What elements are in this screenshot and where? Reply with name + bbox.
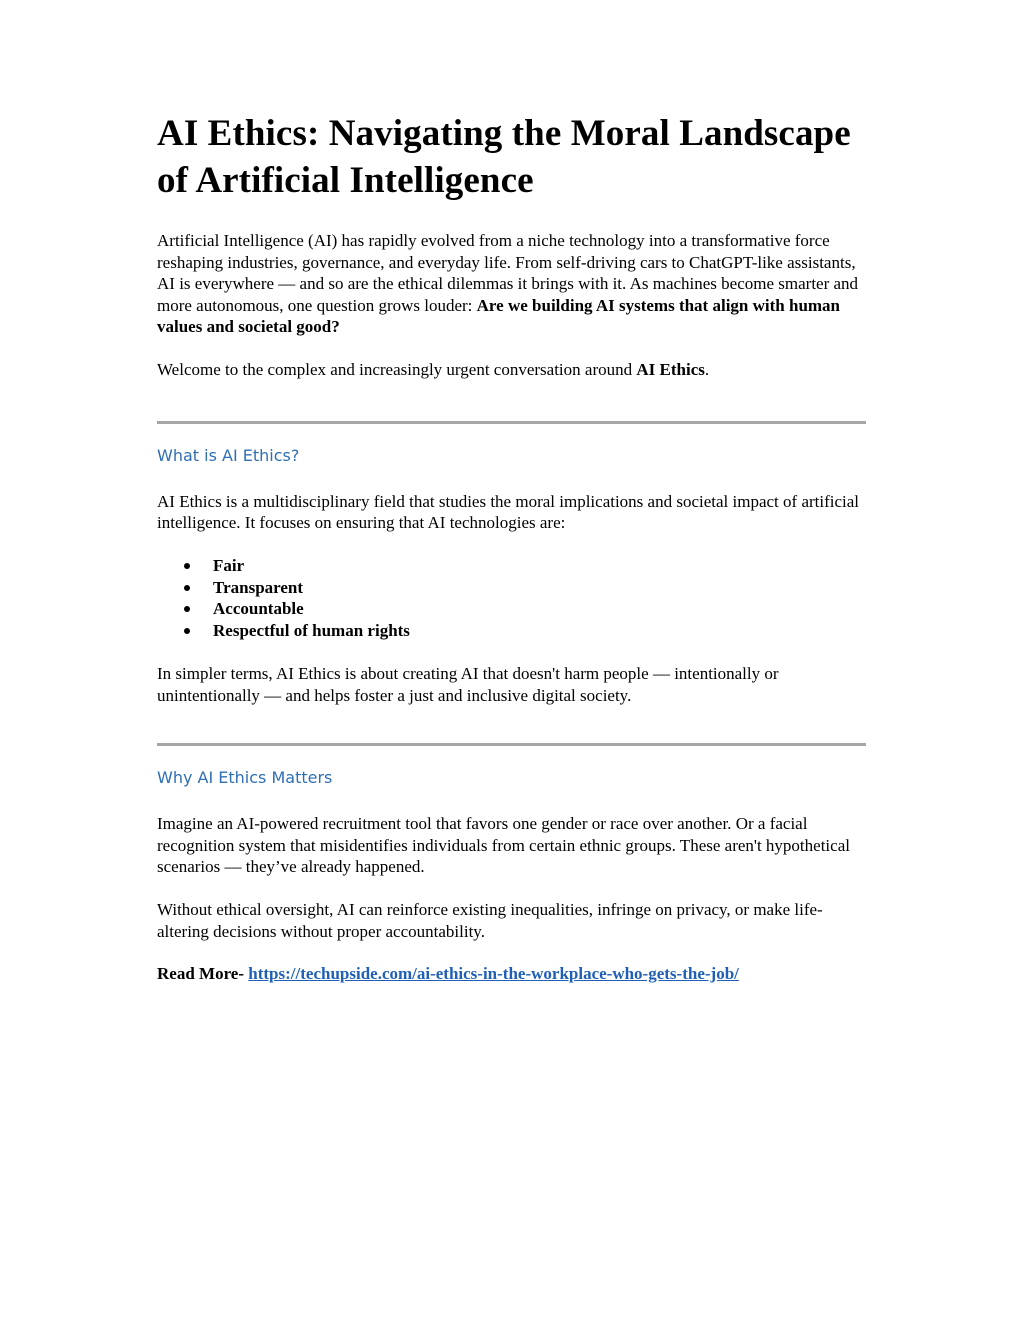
list-item <box>157 598 867 620</box>
list-item <box>157 577 867 599</box>
bullet-icon <box>184 628 190 634</box>
welcome-text: Welcome to the complex and increasingly urgent conversation around <box>157 359 637 379</box>
intro-paragraph <box>157 230 867 338</box>
welcome-paragraph <box>157 359 867 381</box>
imagine-paragraph: Imagine an AI-powered recruitment tool that favors one gender or race over another. Or a facial recognition system that misidentifies individuals from certain ethnic groups. These aren't hypothetical scenarios — they’ve already happened. <box>157 814 850 877</box>
bullet-icon <box>184 563 190 569</box>
section-heading-why-matters: Why AI Ethics Matters <box>157 768 333 788</box>
simpler-terms-paragraph: In simpler terms, AI Ethics is about creating AI that doesn't harm people — intentionally or unintentionally — and helps foster a just and inclusive digital society. <box>157 663 779 705</box>
intro-bold-question: Are we building AI systems that align with human values and societal good? <box>157 295 841 337</box>
document-page <box>157 110 867 985</box>
horizontal-divider <box>157 421 866 424</box>
oversight-paragraph: Without ethical oversight, AI can reinforce existing inequalities, infringe on privacy, or make life-altering decisions without proper accountability. <box>157 899 823 941</box>
welcome-bold: AI Ethics <box>636 359 705 379</box>
bullet-icon <box>184 585 190 591</box>
section-heading-what-is: What is AI Ethics? <box>157 445 300 465</box>
definition-paragraph: AI Ethics is a multidisciplinary field that studies the moral implications and societal impact of artificial intelligence. It focuses on ensuring that AI technologies are: <box>157 491 860 533</box>
read-more-link[interactable]: https://techupside.com/ai-ethics-in-the-workplace-who-gets-the-job/ <box>248 964 739 984</box>
list-item-label: Respectful of human rights <box>213 621 410 641</box>
principles-list <box>157 555 867 642</box>
horizontal-divider <box>157 743 866 746</box>
list-item-label: Transparent <box>213 577 304 597</box>
list-item <box>157 555 867 577</box>
intro-text: Artificial Intelligence (AI) has rapidly evolved from a niche technology into a transformative force reshaping industries, governance, and everyday life. From self-driving cars to ChatGPT-like assistants, AI is everywhere — and so are the ethical dilemmas it brings with it. As machines become smarter and more autonomous, one question grows louder: <box>157 231 859 315</box>
list-item-label: Accountable <box>213 599 304 619</box>
read-more-label: Read More- <box>157 964 249 984</box>
list-item <box>157 620 867 642</box>
read-more-line <box>157 963 867 985</box>
page-title: AI Ethics: Navigating the Moral Landscape of Artificial Intelligence <box>157 113 851 201</box>
bullet-icon <box>184 606 190 612</box>
list-item-label: Fair <box>213 555 245 575</box>
welcome-end: . <box>704 359 710 379</box>
